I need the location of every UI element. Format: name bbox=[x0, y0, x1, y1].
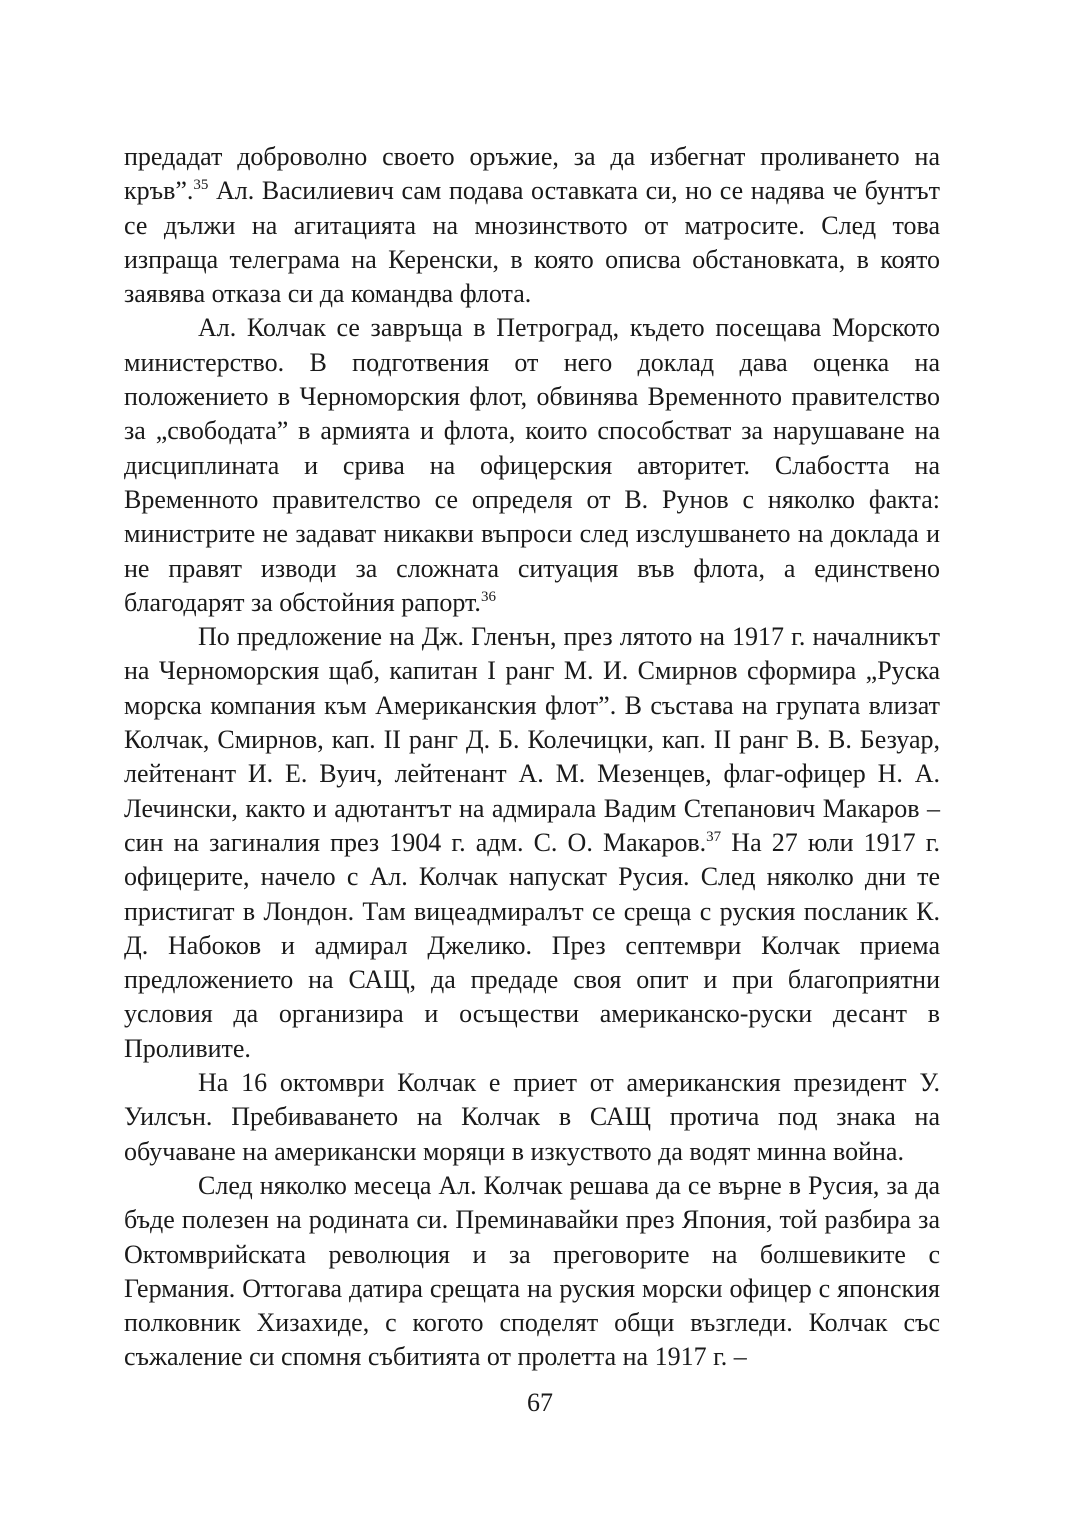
paragraph-1-text-2: Ал. Василиевич сам подава оставката си, но се надява че бунтът се дължи на агитацията на мнозинството от матросите. След това изпраща телеграма на Керенски, в която описва обстановката, в която заявява отказа си да командва флота. bbox=[124, 176, 940, 309]
paragraph-3-text-2: На 27 юли 1917 г. офицерите, начело с Ал. Колчак напускат Русия. След няколко дни те пристигат в Лондон. Там вицеадмиралът се среща с руския посланик К. Д. Набоков и адмирал Джелико. През септември Колчак приема предложението на САЩ, да предаде своя опит и при благоприятни условия да организира и осъществи американско-руски десант в Проливите. bbox=[124, 827, 940, 1063]
paragraph-1 bbox=[124, 140, 940, 311]
paragraph-5-text-1: След няколко месеца Ал. Колчак решава да се върне в Русия, за да бъде полезен на родината си. Преминавайки през Япония, той разбира за Октомврийската революция и за преговорите на болшевиките с Германия. Оттогава датира срещата на руския морски офицер с японския полковник Хизахиде, с когото споделят общи възгледи. Колчак със съжаление си спомня събитията от пролетта на 1917 г. – bbox=[124, 1170, 940, 1372]
paragraph-3 bbox=[124, 620, 940, 1066]
paragraph-2 bbox=[124, 311, 940, 620]
page-body bbox=[124, 140, 940, 1375]
paragraph-1-text-1: предадат доброволно своето оръжие, за да избегнат проливането на кръв”. bbox=[124, 142, 940, 206]
paragraph-4 bbox=[124, 1066, 940, 1169]
paragraph-3-text-1: По предложение на Дж. Гленън, през лятото на 1917 г. началникът на Черноморския щаб, капитан I ранг М. И. Смирнов сформира „Руска морска компания към Американския флот”. В състава на групата влизат Колчак, Смирнов, кап. II ранг Д. Б. Колечицки, кап. II ранг В. В. Безуар, лейтенант И. Е. Вуич, лейтенант А. М. Мезенцев, флаг-офицер Н. А. Лечински, както и адютантът на адмирала Вадим Степанович Макаров – син на загиналия през 1904 г. адм. С. О. Макаров. bbox=[124, 622, 940, 857]
page-number: 67 bbox=[527, 1388, 553, 1417]
paragraph-2-text-1: Ал. Колчак се завръща в Петроград, където посещава Морското министерство. В подготвения от него доклад дава оценка на положението в Черноморския флот, обвинява Временното правителство за „свободата” в армията и флота, които способстват за нарушаване на дисциплината и срива на офицерския авторитет. Слабостта на Временното правителство се определя от В. Рунов с няколко факта: министрите не задават никакви въпроси след изслушването на доклада и не правят изводи за сложната ситуация във флота, а единствено благодарят за обстойния рапорт. bbox=[124, 313, 940, 617]
paragraph-5 bbox=[124, 1169, 940, 1375]
footnote-ref-36: 36 bbox=[480, 588, 496, 605]
paragraph-4-text-1: На 16 октомври Колчак е приет от американския президент У. Уилсън. Пребиваването на Колчак в САЩ протича под знака на обучаване на американски моряци в изкуството да водят минна война. bbox=[124, 1068, 940, 1166]
footnote-ref-35: 35 bbox=[193, 177, 209, 194]
footnote-ref-37: 37 bbox=[706, 828, 722, 845]
